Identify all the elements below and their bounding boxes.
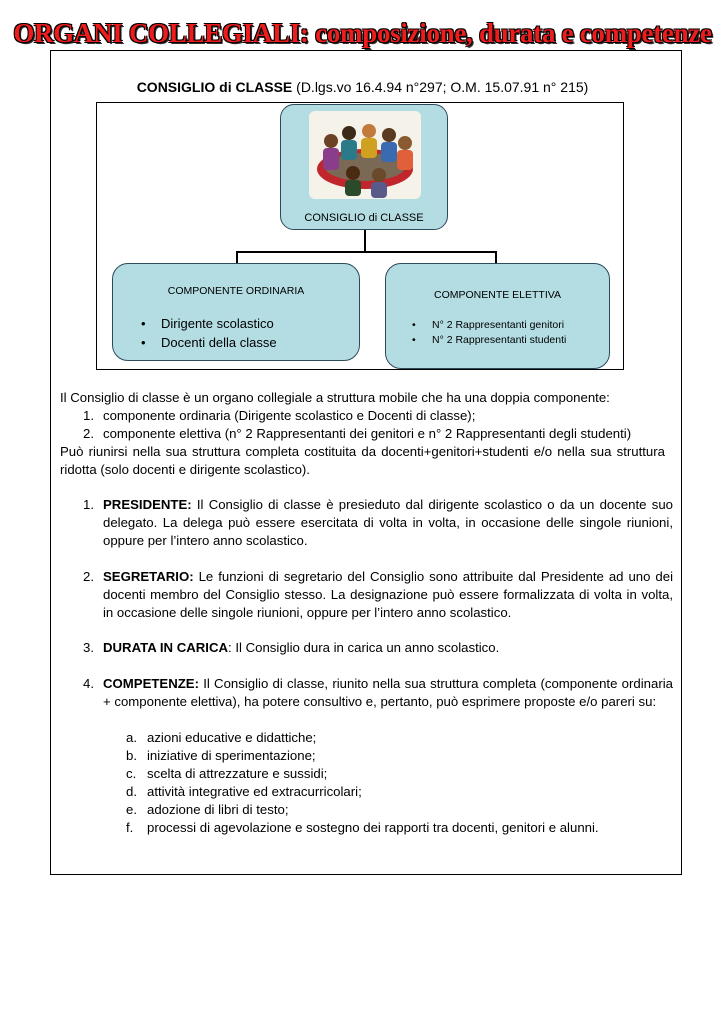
connector-horizontal xyxy=(236,251,497,253)
section-heading: PRESIDENTE: xyxy=(103,497,192,512)
section-heading: SEGRETARIO: xyxy=(103,569,194,584)
section-heading: DURATA IN CARICA xyxy=(103,640,229,655)
node-head-ordinaria: COMPONENTE ORDINARIA xyxy=(167,285,305,297)
intro-item-text: componente ordinaria (Dirigente scolastico e Docenti di classe); xyxy=(103,408,476,423)
section-text: : Il Consiglio dura in carica un anno scolastico. xyxy=(228,640,500,655)
intro-item-text: componente elettiva (n° 2 Rappresentanti dei genitori e n° 2 Rappresentanti degli studenti) xyxy=(103,426,632,441)
competenze-letter: b. xyxy=(126,748,137,763)
competenze-item: processi di agevolazione e sostegno dei rapporti tra docenti, genitori e alunni. xyxy=(147,820,599,835)
connector-vertical-top xyxy=(364,230,366,252)
node-label-consiglio: CONSIGLIO di CLASSE xyxy=(304,212,424,224)
competenze-item: azioni educative e didattiche; xyxy=(147,730,317,745)
list-item: • Dirigente scolastico xyxy=(141,314,277,333)
section-number: 1. xyxy=(83,497,94,512)
section-segretario xyxy=(103,568,673,622)
competenze-letter: f. xyxy=(126,820,134,835)
page-title: ORGANI COLLEGIALI: composizione, durata e competenze xyxy=(13,18,712,48)
section-number: 2. xyxy=(83,569,94,584)
subtitle-bold: CONSIGLIO di CLASSE xyxy=(136,79,293,95)
section-text: Il Consiglio di classe è presieduto dal dirigente scolastico o da un docente suo delegato. La delega può essere esercitata di volta in volta, in occasione delle singole riunioni, oppure per l’intero anno scolastico. xyxy=(103,497,673,548)
section-presidente xyxy=(103,496,673,550)
competenze-letter: e. xyxy=(126,802,137,817)
intro-item-number: 2. xyxy=(83,426,94,441)
elettiva-list xyxy=(412,318,566,348)
node-head-elettiva: COMPONENTE ELETTIVA xyxy=(434,289,561,301)
diagram-node-consiglio xyxy=(280,104,448,230)
ordinaria-list xyxy=(141,314,277,352)
competenze-item: attività integrative ed extracurricolari; xyxy=(147,784,362,799)
subtitle-reference: (D.lgs.vo 16.4.94 n°297; O.M. 15.07.91 n° 215) xyxy=(292,79,589,95)
intro-item-number: 1. xyxy=(83,408,94,423)
list-item: • Docenti della classe xyxy=(141,333,277,352)
diagram-node-ordinaria xyxy=(112,263,360,361)
competenze-letter: a. xyxy=(126,730,137,745)
section-text: Il Consiglio di classe, riunito nella sua struttura completa (componente ordinaria + componente elettiva), ha potere consultivo e, pertanto, può esprimere proposte e/o pareri su: xyxy=(103,676,673,709)
competenze-letter: d. xyxy=(126,784,137,799)
list-item: • N° 2 Rappresentanti studenti xyxy=(412,333,566,348)
competenze-item: iniziative di sperimentazione; xyxy=(147,748,316,763)
section-text: Le funzioni di segretario del Consiglio sono attribuite dal Presidente ad uno dei docenti membro del Consiglio stesso. La designazione può essere formalizzata di volta in volta, in occasione delle singole riunioni, oppure per l’intero anno scolastico. xyxy=(103,569,673,620)
meeting-illustration xyxy=(309,111,421,199)
intro-line: Il Consiglio di classe è un organo collegiale a struttura mobile che ha una doppia componente: xyxy=(60,390,610,405)
section-heading: COMPETENZE: xyxy=(103,676,199,691)
competenze-item: adozione di libri di testo; xyxy=(147,802,289,817)
section-number: 3. xyxy=(83,640,94,655)
intro-paragraph: Può riunirsi nella sua struttura completa costituita da docenti+genitori+studenti e/o nella sua struttura ridotta (solo docenti e dirigente scolastico). xyxy=(60,444,665,477)
diagram-node-elettiva xyxy=(385,263,610,369)
competenze-letter: c. xyxy=(126,766,137,781)
section-number: 4. xyxy=(83,676,94,691)
section-durata xyxy=(103,639,673,657)
competenze-item: scelta di attrezzature e sussidi; xyxy=(147,766,328,781)
section-competenze xyxy=(103,675,673,711)
list-item: • N° 2 Rappresentanti genitori xyxy=(412,318,566,333)
section-subtitle xyxy=(0,79,725,95)
